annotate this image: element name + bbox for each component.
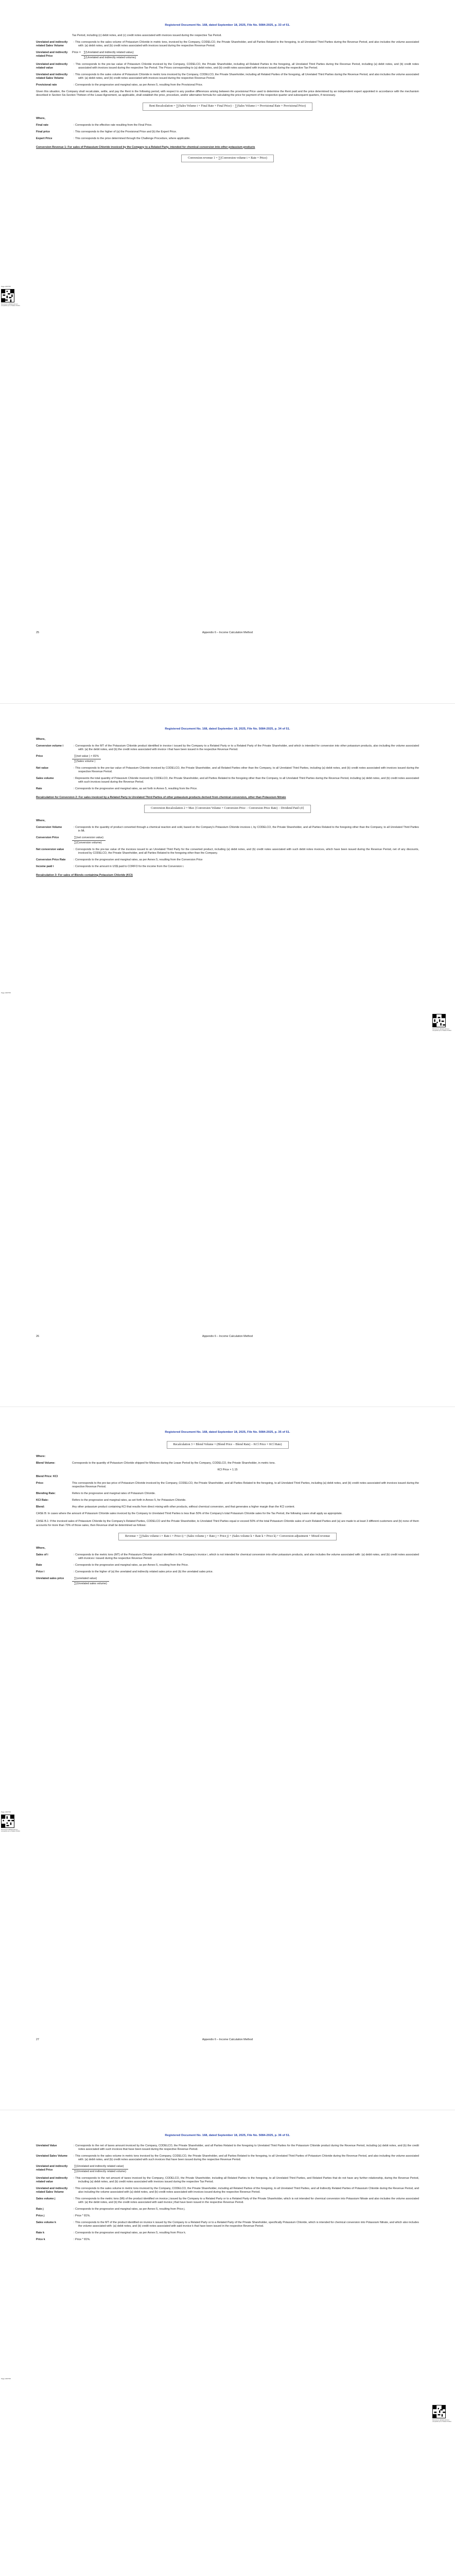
qr-block (1, 286, 22, 307)
qr-code-icon (432, 2405, 446, 2418)
document-page-25 (0, 0, 455, 703)
page-footer (36, 1335, 419, 1340)
definition-row (36, 787, 419, 791)
definition-text: This corresponds to the pre-tax price of Potassium Chloride invoiced by the Company, CODELCO, the Private Shareholder, and all Parties Related to the foregoing, to all Unrelated Third Parties, including (a) debit notes, and (b) credit notes associated with invoices issued during the respective Revenue Period. (72, 1482, 419, 1489)
definition-row (36, 1499, 419, 1502)
price-fraction-row (36, 51, 419, 60)
price-fraction-row (36, 2165, 419, 2174)
definition-term: Net value (36, 766, 48, 770)
kcl-price-formula: KCl Price × 1.15 (217, 1468, 238, 1472)
fraction-denominator: ∑(Unrelated and indirectly related volume) (74, 2170, 126, 2173)
definition-term: Blending Rate: (36, 1492, 56, 1496)
definition-term: Sales volume k (36, 2221, 56, 2224)
price-fraction (81, 51, 138, 60)
definition-text: : This corresponds to the sales volume in metric tons invoiced by the Company, CODELCO, the Private Shareholder, and all Parties Related to the foregoing, to all Unrelated Third Parties of Potassium Chloride during the Revenue Period, and also including the volume associated with: (a) debit notes, and (b) credit notes associated with such invoices that have been issued during the respective Revenue Period. (74, 2154, 419, 2161)
document-page-26 (0, 703, 455, 1406)
definition-term: Unrelated and indirectly related Sales Volume (36, 73, 68, 80)
definition-row (36, 137, 419, 141)
definition-term: Unrelated and indirectly related Price (36, 2164, 68, 2172)
definition-term: Conversion volume i (36, 744, 64, 748)
section-subheading: Recalculation for Conversion 2: For sales invoiced by a Related Party to Unrelated Third Parties of other potassium products derived from chemical conversion, other than Potassium Nitrate (36, 795, 286, 799)
fraction-numerator: ∑(net value ) × 81% (72, 755, 101, 759)
qr-code-icon (432, 1014, 446, 1027)
definition-text: : Corresponds to the MT of the Potassium Chloride product identified in invoice i issued by the Company to a Related Party or to a Related Party of the Private Shareholder, and which is intended for conversion into other potassium products, also including the volume associated with: (a) the debit notes, and (b) the credit notes associated with invoice i that have been issued in the respective Revenue Period. (74, 744, 419, 751)
definition-term: Expert Price (36, 137, 52, 140)
qr-page-label: Page 168/758 (1, 285, 11, 287)
definition-term: Sales of i (36, 1553, 48, 1557)
definition-text: : This corresponds to the metric tons (Mt) of the product identified on invoice j issued by the Company to a Related Party or to a Related Party of the Private Shareholder, which is not intended for chemical conversion into Potassium Nitrate and also includes the volume associated with: (a) the debit notes, and (b) the credit notes associated with said invoice j that have been issued in the respective Revenue Period. (74, 2197, 419, 2204)
definition-row (36, 858, 419, 862)
definition-text: : Corresponds to the progressive and marginal rates, as per Annex 5, resulting from the Provisional Price. (74, 83, 203, 87)
qr-block (1, 1811, 22, 1832)
definition-row (36, 34, 419, 38)
fraction-denominator: ∑(Conversion volume) (74, 841, 102, 844)
price-fraction (72, 2165, 128, 2174)
fraction-numerator: ∑(net conversion value) (72, 836, 106, 841)
fraction-numerator: ∑(Unrelated and indirectly related value) (72, 2165, 128, 2170)
definition-term: Unrelated Sales Volume (36, 2154, 68, 2158)
where-label: Where, (36, 737, 45, 741)
definition-text: : This corresponds to the sales volume of Potassium Chloride in metric tons invoiced by the Company, CODELCO, the Private Shareholder, including all Related Parties of the foregoing, all Unrelated Third Parties during the Revenue Period, and also includes the volume associated with: (a) debit notes, and (b) credit notes associated with invoices issued during the respective Revenue Period. (74, 73, 419, 80)
formula-box: Conversion revenue 1 = ∑(Conversion volume i × Rate × Price) (181, 155, 274, 163)
definition-text: : Corresponds to the amount in US$ paid to CORFO for the income from the Conversion i. (74, 865, 184, 868)
document-page-28 (0, 2110, 455, 2576)
definition-term: Conversion Price Rate (36, 858, 66, 861)
fraction-label: Price = (72, 50, 81, 54)
price-fraction (72, 755, 101, 764)
definition-text: : Corresponds to the effective rate resulting from the Final Price. (74, 123, 152, 127)
definition-row (36, 1570, 419, 1574)
definition-text: : Corresponds to the quantity of product converted through a chemical reaction and sold, based on the Company's Potassium Chloride invoices i, by CODELCO, the Private Shareholder, and all Parties Related to the foregoing other than the Company, to all Unrelated Third Parties in Mt. (74, 825, 419, 833)
definition-term: Rate k (36, 2231, 45, 2234)
fraction-denominator: ∑(Unrelated and indirectly related volumeᵢ) (83, 56, 136, 59)
page-header: Registered Document No. 168, dated September 18, 2025, File No. 5084-2025, p. 35 of 51. (165, 1431, 290, 1434)
definition-row (36, 73, 419, 80)
definition-term (36, 34, 72, 38)
qr-caption: Documento validado para ser compartido por el Notario Publico (1, 303, 20, 307)
definition-term: Final rate (36, 123, 48, 127)
definition-row (36, 41, 419, 48)
footer-title: Appendix 6 – Income Calculation Method (202, 1335, 253, 1338)
where-label: Where: (36, 1455, 46, 1459)
definition-text: : Price * 81%. (74, 2238, 91, 2241)
definition-row (36, 2144, 419, 2151)
fraction-numerator: ∑(Unrelated and indirectly related valueᵢ) (81, 51, 138, 56)
definition-row (36, 1492, 419, 1496)
definition-text: : Corresponds to the progressive and marginal rates, as per Annex 5, resulting from Price j. (74, 2207, 185, 2211)
definition-text: : This corresponds to the pre-tax value of Potassium Chloride invoiced by the Company, CODELCO, the Private Shareholder, including all Related Parties to the foregoing, all Unrelated Third Parties during the Revenue Period, including (a) debit notes, and (b) credit notes associated with invoices issued during the respective Tax Period. The Prices corresponding to (a) debit notes, and (b) credit notes associated with invoices issued during the respective Tax Period. (74, 62, 419, 70)
formula-box: Conversion Recalculation 2 = Max {Conversion Volume × Conversion Price − Conversion Price Rate) − Dividend Paid i;0} (144, 805, 311, 813)
page-number: 26 (36, 1335, 39, 1338)
definition-text: : Price * 81%. (74, 2214, 91, 2217)
definition-term: Unrelated and indirectly related Price (36, 50, 68, 58)
definition-row (36, 2238, 419, 2242)
definition-text (72, 1475, 419, 1479)
definition-text: : Corresponds to the progressive and marginal rates, as per Annex 5, resulting from the Price. (74, 1564, 189, 1567)
qr-caption: Documento validado para ser compartido por el Notario Publico (432, 1028, 451, 1032)
footer-title: Appendix 6 – Income Calculation Method (202, 631, 253, 634)
definition-row (36, 1553, 419, 1561)
definition-row (36, 130, 419, 134)
definition-term: Price k (36, 2238, 45, 2241)
definition-row (36, 1482, 419, 1489)
definition-term: Price (36, 754, 43, 758)
definition-text: : Corresponds to the pre-tax value of the invoices issued to an Unrelated Third Party for the converted product, including (a) debit notes, and (b) credit notes associated with such debit notes invoices, which have been issued during the Revenue Period, net of any discounts, invoiced by CODELCO, the Private Shareholder, and all Parties Related to the foregoing other than the Company. (74, 848, 419, 855)
price-fraction (72, 836, 106, 845)
definition-term: Unrelated sales price (36, 1577, 64, 1581)
definition-row (36, 826, 419, 833)
definition-text: Refers to the progressive and marginal rates, as set forth in Annex 5, for Potassium Chloride. (72, 1499, 186, 1502)
where-label: Where, (36, 1547, 45, 1550)
price-fraction (72, 1577, 109, 1586)
definition-text: : This corresponds to the net amount of taxes invoiced by the Company, CODELCO, the Private Shareholder, including all Related Parties to the foregoing, to all Unrelated Third Parties, and Related Parties that do not have any further relationship, during the Revenue Period, including (a) debit notes, and (b) credit notes associated with invoices issued during the respective Tax Period. (74, 2176, 419, 2183)
where-label: Where, (36, 819, 45, 822)
where-label: Where, (36, 116, 45, 120)
definition-term: Price j (36, 2214, 45, 2217)
page-number: 27 (36, 2038, 39, 2041)
definition-text: : Corresponds to the progressive and marginal rates, as per Annex 5, resulting from the Conversion Price (74, 858, 203, 861)
definition-row (36, 2187, 419, 2194)
definition-text: : Corresponds to the net of taxes amount invoiced by the Company, CODELCO, the Private Shareholder, and all Parties Related to the foregoing to Unrelated Third Parties for the Potassium Chloride product during the Revenue Period, including (a) debit notes, and (b) the credit notes associated with such invoices that have been issued during the respective Revenue Period. (74, 2144, 419, 2151)
definition-term: Income paid i (36, 865, 54, 868)
definition-term: Net conversion value (36, 848, 64, 851)
definition-term: Blend Volume: (36, 1462, 56, 1465)
definition-text: : Corresponds to the higher of (a) the unrelated and indirectly related sales price and (b) the unrelated sales price. (74, 1570, 214, 1574)
qr-block (1, 992, 22, 994)
body-paragraph: Given this situation, the Company shall recalculate, settle, and pay the Rent in the following period, with respect to any positive differences arising between the provisional Price used to determine the Rent paid and the price determined by an independent expert appointed in accordance with the mechanism described in Section Six.Section Thirteen of the Lease Agreement, as applicable, shall establish the price, procedure, and/or alternative formula for calculating the price for payment of the respective quarter and subsequent quarters, if necessary. (36, 90, 419, 97)
definition-term: Unrelated and indirectly related Sales Volume (36, 2187, 68, 2194)
definition-term: Provisional rate (36, 83, 57, 87)
definition-row (36, 1564, 419, 1567)
definition-row (36, 2155, 419, 2162)
definition-text: : Represents the total quantity of Potassium Chloride invoiced by CODELCO, the Private Shareholder, and all Parties Related to the foregoing other than the Company, to all Unrelated Third Parties during the Revenue Period, including (a) debit notes, and (b) credit notes associated with such invoices issued during the Revenue Period. (74, 776, 419, 784)
definition-term: Blend: (36, 1505, 45, 1509)
page-header: Registered Document No. 168, dated September 18, 2025, File No. 5084-2025, p. 33 of 51. (165, 24, 290, 27)
definition-row (36, 2197, 419, 2205)
document-page-27 (0, 1406, 455, 2110)
definition-term: Rate j (36, 2207, 44, 2211)
definition-term: Rate (36, 1564, 42, 1567)
definition-term: Conversion Price (36, 836, 59, 839)
definition-text: Corresponds to the quantity of Potassium Chloride shipped for Mixtures during the Lease Period by the Company, CODELCO, the Private Shareholder, in metric tons. (72, 1462, 276, 1465)
definition-row (36, 865, 419, 869)
fraction-denominator: ∑(Unrelated sales volume) (74, 1582, 107, 1586)
definition-term: Unrelated and indirectly related value (36, 62, 68, 70)
definition-row (36, 2177, 419, 2184)
definition-term: Blend Price: KCl (36, 1475, 58, 1479)
definition-row (36, 63, 419, 70)
definition-row (36, 2221, 419, 2228)
definition-row (36, 848, 419, 855)
definition-term: Price: (36, 1482, 44, 1485)
case-b-paragraph: CASE B: In cases where the amount of Potassium Chloride sales invoiced by the Company to Unrelated Third Parties is less than 50% of the Company's total Potassium Chloride sales for the Tax Period, the following cases shall apply as appropriate. (36, 1512, 343, 1516)
definition-text: : This corresponds to the price determined through the Challenge Procedure, where applicable. (74, 137, 190, 140)
fraction-denominator: ∑(Sales volume ) (74, 759, 96, 763)
definition-term: Unrelated Value (36, 2144, 57, 2147)
definition-text: : Corresponds to the progressive and marginal rates, as per Annex 5, resulting from Price k. (74, 2231, 186, 2234)
definition-term: Sales volume j (36, 2197, 56, 2200)
definition-row (36, 124, 419, 127)
definition-text: : This corresponds to the pre-tax value of Potassium Chloride invoiced by CODELCO, the Private Shareholder, and all Related Parties other than the Company, to all Unrelated Third Parties, including (a) debit notes, and (b) credit notes associated with invoices issued during the respective Revenue Period. (74, 766, 419, 773)
definition-term: Rate (36, 787, 42, 790)
price-fraction-row (36, 755, 419, 764)
definition-row (36, 767, 419, 774)
definition-term: Unrelated and indirectly related value (36, 2176, 68, 2183)
definition-text: : Corresponds to the metric tons (MT) of the Potassium Chloride product identified in the Company's invoice i, which is not intended for chemical conversion into other potassium products, and also includes the volume associated with: (a) debit notes, and (b) credit notes associated with invoices i issued during the respective Revenue Period. (74, 1553, 419, 1561)
page-number: 25 (36, 631, 39, 634)
page-footer (36, 2038, 419, 2043)
definition-row (36, 2208, 419, 2211)
definition-text: Refers to the progressive and marginal rates of Potassium Chloride. (72, 1492, 156, 1496)
definition-text: : This corresponds to the MT of the product identified on invoice k issued by the Company to a Related Party or to a Related Party of the Private Shareholder, specifically Potassium Chloride, which is intended for chemical conversion into Potassium Nitrate, and which also includes the volume associated with: (a) debit notes, and (b) credit notes associated with said invoice k that have been issued in the respective Revenue Period. (74, 2221, 419, 2228)
qr-page-label: Page 168/758 (1, 992, 11, 994)
definition-row (36, 777, 419, 784)
definition-term: Final price (36, 130, 50, 133)
qr-block (1, 2378, 22, 2380)
fraction-numerator: ∑(unrelated value) (72, 1577, 109, 1582)
qr-block (432, 2404, 453, 2423)
page-footer (36, 631, 419, 636)
qr-code-icon (1, 289, 14, 302)
page-header: Registered Document No. 168, dated September 18, 2025, File No. 5084-2025, p. 36 of 51. (165, 2134, 290, 2137)
definition-term: Conversion Volume (36, 825, 62, 829)
definition-text: Tax Period, including (c) debit notes, and (c) credit notes associated with invoices issued during the respective Tax Period. (72, 33, 222, 37)
definition-row (36, 2214, 419, 2218)
definition-term: Sales volume (36, 776, 54, 780)
footer-title: Appendix 6 – Income Calculation Method (202, 2038, 253, 2041)
qr-page-label: Page 168/758 (1, 2378, 11, 2380)
qr-page-label: Page 168/758 (1, 1811, 11, 1813)
definition-row (36, 1505, 419, 1509)
page-header: Registered Document No. 168, dated September 18, 2025, File No. 5084-2025, p. 34 of 51. (165, 727, 290, 731)
formula-box: Recalculation 3 = Blend Volume × (Blend Price − Blend Rate) − KCl Price × KCl Rate) (167, 1441, 289, 1449)
qr-block (432, 1013, 453, 1032)
price-fraction-row (36, 836, 419, 845)
definition-row (36, 1475, 419, 1479)
definition-row (36, 83, 419, 87)
price-fraction-row (36, 1577, 419, 1586)
definition-text: : Corresponds to the progressive and marginal rates, as set forth in Annex 5, resulting from the Price. (74, 787, 198, 790)
definition-text: : This corresponds to the higher of (a) the Provisional Price and (b) the Expert Price. (74, 130, 177, 133)
definition-text: : This corresponds to the sales volume of Potassium Chloride in metric tons, invoiced by the Company, CODELCO, the Private Shareholder, and all Parties Related to the foregoing, to all Unrelated Third Parties during the Revenue Period, and also includes the volume associated with: (a) debit notes, and (b) credit notes associated with invoices issued during the respective Revenue Period. (74, 40, 419, 47)
case-b1-paragraph: CASE B.1: If the invoiced sales of Potassium Chloride by the Company's Related Parties, CODELCO and the Private Shareholder, to Unrelated Third Parties equal or exceed 50% of the total Potassium Chloride sales of such Related Parties and (a) are made to at least 3 different customers and (b) none of them accounts for more than 70% of those sales, then Revenue shall be determined as follows: (36, 1520, 419, 1527)
definition-row (36, 744, 419, 752)
definition-row (36, 2231, 419, 2235)
definition-text: : This corresponds to the sales volume in metric tons invoiced by the Company, CODELCO, the Private Shareholder, including all Related Parties of the foregoing, to all Unrelated Third Parties, and all Indirectly Related Parties of Potassium Chloride during the Revenue Period, and also including the volume associated with (a) debit notes, and (b) credit notes associated with invoices issued during the respective Revenue Period. (74, 2187, 419, 2194)
qr-caption: Documento validado para ser compartido por el Notario Publico (432, 2419, 451, 2423)
definition-term: Price i (36, 1570, 45, 1574)
definition-term: Unrelated and indirectly related Sales Volume (36, 40, 68, 47)
definition-term: KCl Rate: (36, 1499, 49, 1502)
section-subheading: Recalculation 3: For sales of Blends containing Potassium Chloride (KCl) (36, 873, 133, 877)
qr-caption: Documento validado para ser compartido por el Notario Publico (1, 1828, 20, 1833)
definition-row (36, 1462, 419, 1465)
section-subheading: Conversion Revenue 1: For sales of Potassium Chloride invoiced by the Company to a Related Party, intended for chemical conversion into other potassium products (36, 145, 255, 149)
formula-box: Rent Recalculation = ∑(Sales Volume i × Final Rate × Final Price) − ∑(Sales Volume i × Provisional Rate × Provisional Price) (143, 103, 312, 111)
qr-code-icon (1, 1815, 14, 1828)
definition-text: Any other potassium product containing KCl that results from direct mixing with other products, without chemical conversion, and that generates a higher margin than the KCl content. (72, 1505, 295, 1509)
formula-box: Revenue = ∑(Sales volume i × Rate i × Price i) + (Sales volume j × Rate j × Price j) + (Sales volume k × Rate k × Price k) + Conversion adjustment + Mixed revenue (118, 1533, 337, 1541)
